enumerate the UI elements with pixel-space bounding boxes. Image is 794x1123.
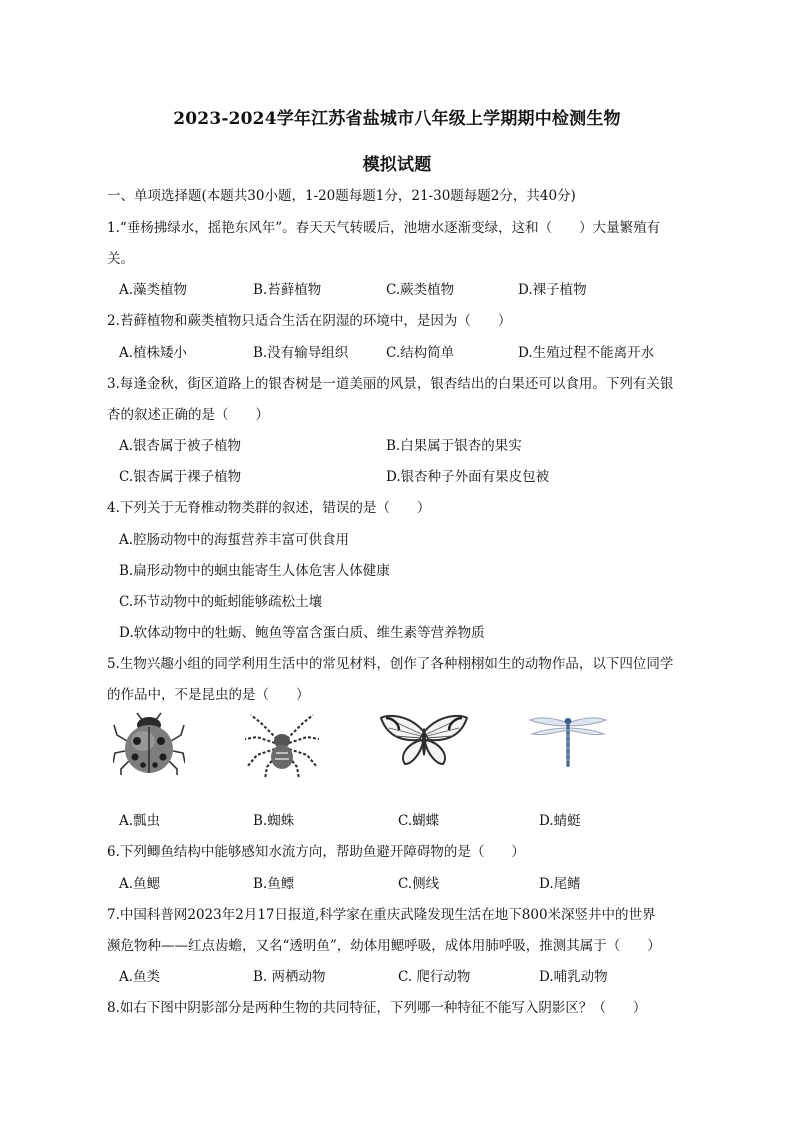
question-4-option-b: B.扁形动物中的蛔虫能寄生人体危害人体健康 bbox=[119, 563, 390, 579]
question-7-text-cont: 濒危物种——红点齿蟾，又名“透明鱼”，幼体用鳃呼吸，成体用肺呼吸，推测其属于（ ） bbox=[107, 938, 661, 954]
question-4-option-d: D.软体动物中的牡蛎、鲍鱼等富含蛋白质、维生素等营养物质 bbox=[119, 625, 485, 641]
spider-icon bbox=[243, 711, 321, 779]
question-5-text-cont: 的作品中，不是昆虫的是（ ） bbox=[107, 687, 310, 703]
question-3-option-d: D.银杏种子外面有果皮包被 bbox=[386, 469, 550, 485]
document-title: 2023-2024学年江苏省盐城市八年级上学期期中检测生物 bbox=[173, 109, 621, 129]
question-5-option-c: C.蝴蝶 bbox=[398, 813, 440, 829]
question-3-text: 3.每逢金秋，街区道路上的银杏树是一道美丽的风景，银杏结出的白果还可以食用。下列有关银 bbox=[107, 376, 674, 392]
question-1-text-cont: 关。 bbox=[107, 251, 134, 267]
question-5-option-d: D.蜻蜓 bbox=[539, 813, 581, 829]
question-4-option-c: C.环节动物中的蚯蚓能够疏松土壤 bbox=[119, 594, 323, 610]
question-3-option-b: B.白果属于银杏的果实 bbox=[386, 438, 522, 454]
question-5-option-b: B.蜘蛛 bbox=[253, 813, 295, 829]
ladybug-icon bbox=[113, 711, 185, 777]
question-6-option-a: A.鱼鳃 bbox=[119, 876, 161, 892]
question-5-option-a: A.瓢虫 bbox=[119, 813, 161, 829]
question-1-option-d: D.裸子植物 bbox=[518, 282, 587, 298]
question-6-option-c: C.侧线 bbox=[398, 876, 440, 892]
question-2-option-a: A.植株矮小 bbox=[119, 345, 188, 361]
question-1-option-a: A.藻类植物 bbox=[119, 282, 188, 298]
question-3-option-a: A.银杏属于被子植物 bbox=[119, 438, 242, 454]
question-7-option-a: A.鱼类 bbox=[119, 969, 161, 985]
question-4-option-a: A.腔肠动物中的海蜇营养丰富可供食用 bbox=[119, 532, 350, 548]
question-3-text-cont: 杏的叙述正确的是（ ） bbox=[107, 407, 269, 423]
question-2-option-b: B.没有输导组织 bbox=[253, 345, 349, 361]
question-1-option-c: C.蕨类植物 bbox=[386, 282, 455, 298]
question-6-option-b: B.鱼鳔 bbox=[253, 876, 295, 892]
butterfly-icon bbox=[379, 712, 469, 768]
question-6-text: 6.下列鲫鱼结构中能够感知水流方向，帮助鱼避开障碍物的是（ ） bbox=[107, 844, 525, 860]
question-7-option-c: C. 爬行动物 bbox=[398, 969, 471, 985]
question-7-option-b: B. 两栖动物 bbox=[253, 969, 326, 985]
question-6-option-d: D.尾鳍 bbox=[539, 876, 581, 892]
question-1-option-b: B.苔藓植物 bbox=[253, 282, 322, 298]
dragonfly-icon bbox=[528, 712, 608, 768]
question-2-text: 2.苔藓植物和蕨类植物只适合生活在阴湿的环境中，是因为（ ） bbox=[107, 313, 512, 329]
question-8-text: 8.如右下图中阴影部分是两种生物的共同特征，下列哪一种特征不能写入阴影区？（ ） bbox=[107, 1000, 647, 1016]
question-5-text: 5.生物兴趣小组的同学利用生活中的常见材料，创作了各种栩栩如生的动物作品，以下四位同学 bbox=[107, 656, 674, 672]
document-subtitle: 模拟试题 bbox=[362, 155, 432, 175]
question-7-text: 7.中国科普网2023年2月17日报道,科学家在重庆武隆发现生活在地下800米深竖井中的世界 bbox=[107, 907, 656, 923]
section-heading: 一、单项选择题(本题共30小题，1-20题每题1分，21-30题每题2分，共40分) bbox=[107, 188, 576, 204]
question-7-option-d: D.哺乳动物 bbox=[539, 969, 608, 985]
question-3-option-c: C.银杏属于裸子植物 bbox=[119, 469, 242, 485]
question-2-option-c: C.结构简单 bbox=[386, 345, 455, 361]
question-2-option-d: D.生殖过程不能离开水 bbox=[518, 345, 655, 361]
question-4-text: 4.下列关于无脊椎动物类群的叙述，错误的是（ ） bbox=[107, 500, 431, 516]
question-1-text: 1.“垂杨拂绿水，摇艳东风年”。春天天气转暖后，池塘水逐渐变绿，这和（ ）大量繁殖有 bbox=[107, 220, 661, 236]
